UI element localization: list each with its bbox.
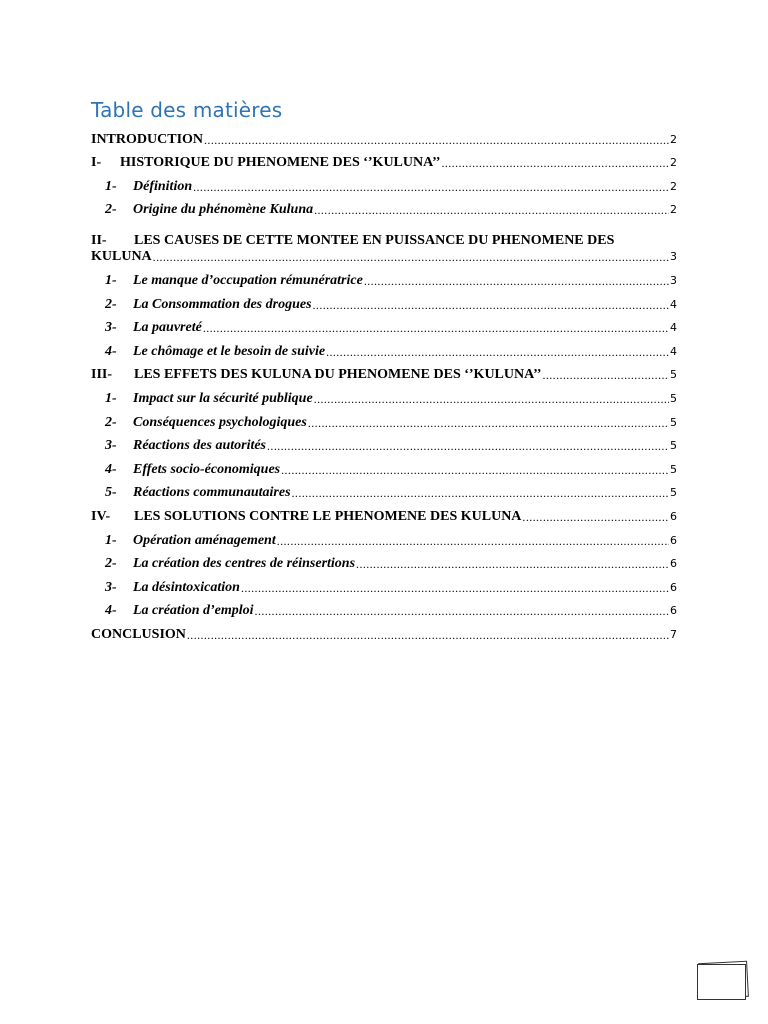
toc-entry-label: INTRODUCTION [91,131,204,147]
toc-entry[interactable] [91,383,677,407]
toc-entry-label: Le chômage et le besoin de suivie [133,343,326,359]
dot-leader [356,556,669,572]
toc-entry-page: 5 [670,439,677,453]
toc-entry[interactable] [91,148,677,172]
toc-entry-page: 4 [670,344,677,358]
toc-entry-number: IV- [91,508,111,524]
toc-entry-label: Effets socio-économiques [133,461,281,477]
toc-entry-number: 3- [105,320,117,336]
toc-entry-page: 3 [670,250,677,264]
toc-entry-page: 5 [670,486,677,500]
page-number-box [697,964,746,1000]
toc-entry-page: 2 [670,203,677,217]
toc-entry-page: 2 [670,132,677,146]
dot-leader [241,580,669,596]
toc-entry-number: 1- [105,178,117,194]
toc-entry-number: II- [91,233,107,249]
toc-entry-label: Impact sur la sécurité publique [133,390,313,406]
toc-entry-label: La création d’emploi [133,603,254,619]
table-of-contents [91,124,677,643]
dot-leader [193,179,669,195]
toc-entry-number: 4- [105,603,117,619]
toc-entry-page: 5 [670,368,677,382]
toc-entry[interactable] [91,360,677,384]
dot-leader [281,462,669,478]
toc-entry-page: 5 [670,415,677,429]
toc-entry-number: 4- [105,343,117,359]
dot-leader [314,391,669,407]
toc-entry-label: Réactions des autorités [133,438,267,454]
toc-entry-page: 2 [670,179,677,193]
toc-entry[interactable] [91,289,677,313]
toc-entry-number: 3- [105,579,117,595]
toc-entry[interactable] [91,619,677,643]
dot-leader [153,249,669,265]
toc-entry-label: La désintoxication [133,579,240,595]
toc-entry[interactable] [91,195,677,219]
toc-entry-label: Le manque d’occupation rémunératrice [133,272,363,288]
toc-entry-page: 6 [670,533,677,547]
toc-entry[interactable] [91,171,677,195]
toc-entry[interactable] [91,525,677,549]
toc-entry-number: III- [91,367,113,383]
dot-leader [313,297,669,313]
dot-leader [187,627,669,643]
dot-leader [204,132,669,148]
toc-entry-page: 5 [670,462,677,476]
toc-entry-page: 6 [670,557,677,571]
toc-title: Table des matières [91,98,283,122]
toc-entry[interactable] [91,407,677,431]
toc-entry-page: 7 [670,627,677,641]
toc-entry-label: LES EFFETS DES KULUNA DU PHENOMENE DES ‘’KULUNA’’ [134,367,542,383]
toc-entry-page: 3 [670,273,677,287]
toc-entry-page: 5 [670,391,677,405]
toc-entry-page: 4 [670,321,677,335]
toc-entry[interactable] [91,265,677,289]
toc-entry-number: 1- [105,532,117,548]
toc-entry-label: La création des centres de réinsertions [133,556,356,572]
dot-leader [255,603,669,619]
toc-entry-label: LES SOLUTIONS CONTRE LE PHENOMENE DES KULUNA [134,508,522,524]
toc-entry[interactable] [91,478,677,502]
toc-entry-number: 3- [105,438,117,454]
toc-entry-label: Opération aménagement [133,532,276,548]
dot-leader [203,320,669,336]
toc-entry-number: 2- [105,414,117,430]
toc-entry-page: 2 [670,156,677,170]
toc-entry-page: 6 [670,604,677,618]
toc-entry-number: 1- [105,272,117,288]
dot-leader [522,509,669,525]
toc-entry-page: 4 [670,297,677,311]
dot-leader [308,415,669,431]
dot-leader [314,202,669,218]
toc-entry-label: La Consommation des drogues [133,296,312,312]
toc-entry-page: 6 [670,580,677,594]
toc-entry-page: 6 [670,509,677,523]
toc-entry[interactable] [91,501,677,525]
toc-entry[interactable] [91,313,677,337]
toc-entry[interactable] [91,336,677,360]
toc-entry[interactable] [91,218,677,265]
toc-entry[interactable] [91,454,677,478]
dot-leader [364,273,669,289]
dot-leader [277,533,669,549]
toc-entry-label: La pauvreté [133,320,202,336]
toc-entry-label: LES CAUSES DE CETTE MONTEE EN PUISSANCE DU PHENOMENE DES [134,233,615,249]
toc-entry[interactable] [91,549,677,573]
toc-entry[interactable] [91,124,677,148]
dot-leader [326,344,669,360]
toc-entry-label-continued: KULUNA [91,249,152,265]
dot-leader [292,485,669,501]
toc-entry-number: 1- [105,390,117,406]
toc-entry-number: 2- [105,202,117,218]
dot-leader [542,367,669,383]
dot-leader [441,155,669,171]
toc-entry-label: Réactions communautaires [133,485,291,501]
toc-entry-number: 2- [105,296,117,312]
toc-entry[interactable] [91,572,677,596]
toc-entry-label: HISTORIQUE DU PHENOMENE DES ‘’KULUNA’’ [120,155,441,171]
toc-entry-label: Définition [133,178,193,194]
toc-entry-label: Conséquences psychologiques [133,414,307,430]
toc-entry[interactable] [91,596,677,620]
dot-leader [267,438,669,454]
toc-entry-number: 5- [105,485,117,501]
toc-entry-number: 2- [105,556,117,572]
toc-entry-number: I- [91,155,102,171]
toc-entry-number: 4- [105,461,117,477]
toc-entry-label: Origine du phénomène Kuluna [133,202,314,218]
toc-entry[interactable] [91,431,677,455]
toc-entry-label: CONCLUSION [91,626,186,642]
